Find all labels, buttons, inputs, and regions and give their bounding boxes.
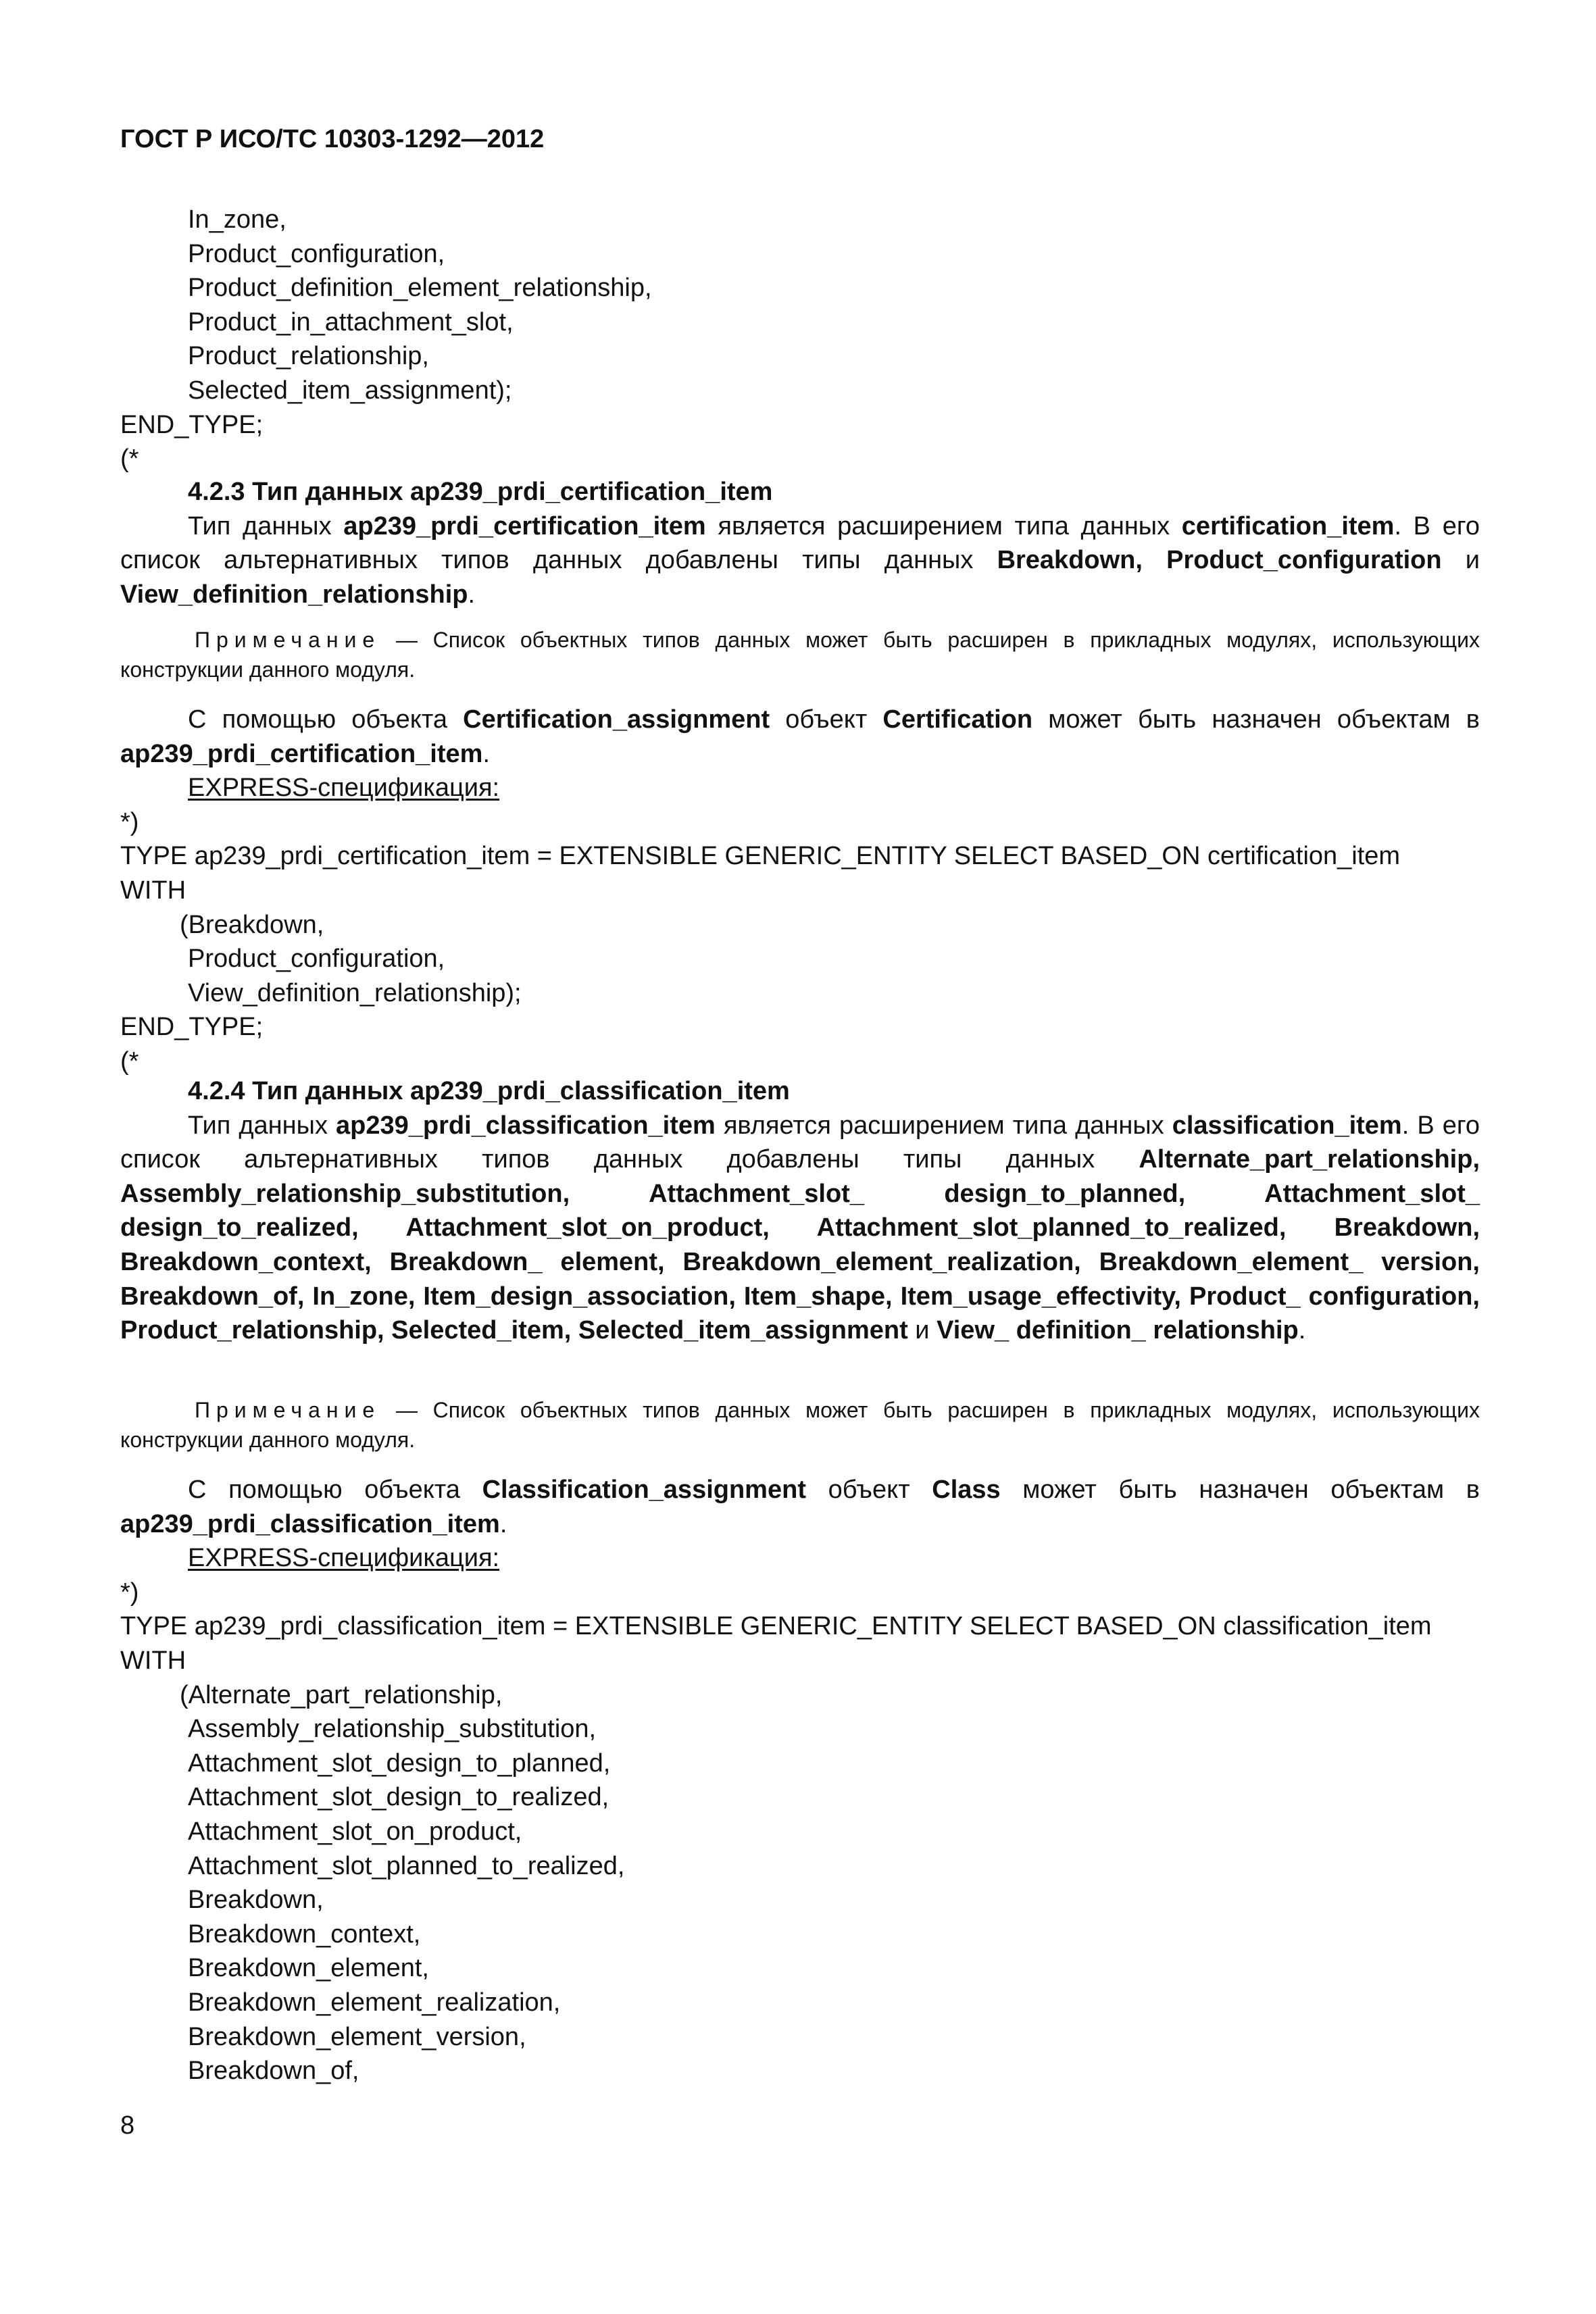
code-line: Product_configuration,	[188, 945, 445, 974]
paragraph: Тип данных ap239_prdi_classification_item является расширением типа данных classification_item. В его список альтернативных типов данных добавлены типы данных Alternate_part_relationship, Assembly_relationship_substitution, Attachment_slot_ design_to_planned, Attachment_slot_ design_to_realized, Attachment_slot_on_product, Attachment_slot_planned_to_realized, Breakdown, Breakdown_context, Breakdown_ element, Breakdown_element_realization, Breakdown_element_ version, Breakdown_of, In_zone, Item_design_association, Item_shape, Item_usage_effectivity, Product_ configuration, Product_relationship, Selected_item, Selected_item_assignment и View_ definition_ relationship.	[120, 1111, 1480, 1345]
code-line: Breakdown_element_version,	[188, 2022, 526, 2051]
paragraph: С помощью объекта Certification_assignment объект Certification может быть назначен объектам в ap239_prdi_certification_item.	[120, 705, 1480, 768]
code-block-continuation	[120, 203, 1480, 476]
code-line: Breakdown_element,	[188, 1954, 429, 1983]
comment-open: (*	[120, 1047, 139, 1076]
code-line-type: TYPE ap239_prdi_classification_item = EXTENSIBLE GENERIC_ENTITY SELECT BASED_ON classification_item	[120, 1612, 1432, 1641]
section-4-2-3-body	[120, 703, 1480, 1079]
section-heading: 4.2.4 Тип данных ap239_prdi_classification_item	[188, 1077, 790, 1105]
section-4-2-4-body	[120, 1473, 1480, 2088]
code-line: Product_configuration,	[188, 239, 445, 268]
code-line: View_definition_relationship);	[188, 978, 522, 1007]
code-line: (Breakdown,	[180, 910, 324, 939]
section-4-2-4	[120, 1074, 1480, 1348]
code-line: Attachment_slot_planned_to_realized,	[188, 1851, 625, 1880]
note-label: Примечание	[195, 628, 381, 652]
code-line: Selected_item_assignment);	[188, 376, 512, 405]
section-heading: 4.2.3 Тип данных ap239_prdi_certification_item	[188, 478, 773, 506]
note: Примечание — Список объектных типов данных может быть расширен в прикладных модулях, использующих конструкции данного модуля.	[120, 1398, 1480, 1452]
note-label: Примечание	[195, 1398, 381, 1422]
code-line: Product_definition_element_relationship,	[188, 274, 652, 303]
code-line: Breakdown_context,	[188, 1919, 421, 1948]
express-spec-label: EXPRESS-спецификация:	[188, 774, 500, 803]
section-4-2-3	[120, 475, 1480, 611]
code-line: Attachment_slot_design_to_planned,	[188, 1749, 611, 1778]
note-block	[120, 1395, 1480, 1455]
comment-close: *)	[120, 807, 139, 836]
document-header: ГОСТ Р ИСО/ТС 10303-1292—2012	[120, 125, 545, 153]
code-line: Product_in_attachment_slot,	[188, 307, 514, 336]
code-line-end-type: END_TYPE;	[120, 1013, 264, 1042]
paragraph: С помощью объекта Classification_assignment объект Class может быть назначен объектам в ap239_prdi_classification_item.	[120, 1476, 1480, 1538]
code-line-end-type: END_TYPE;	[120, 410, 264, 439]
code-line: Assembly_relationship_substitution,	[188, 1715, 597, 1744]
code-line: In_zone,	[188, 205, 286, 234]
code-line: Breakdown,	[188, 1886, 324, 1915]
comment-close: *)	[120, 1578, 139, 1607]
comment-open: (*	[120, 445, 139, 474]
code-line: Attachment_slot_design_to_realized,	[188, 1783, 609, 1812]
express-spec-label: EXPRESS-спецификация:	[188, 1544, 500, 1573]
code-line-with: WITH	[120, 1646, 186, 1675]
note: Примечание — Список объектных типов данных может быть расширен в прикладных модулях, использующих конструкции данного модуля.	[120, 628, 1480, 682]
note-block	[120, 625, 1480, 684]
code-line-type: TYPE ap239_prdi_certification_item = EXTENSIBLE GENERIC_ENTITY SELECT BASED_ON certification_item	[120, 842, 1401, 871]
code-line: Breakdown_of,	[188, 2057, 359, 2086]
code-line: Product_relationship,	[188, 342, 429, 371]
paragraph: Тип данных ap239_prdi_certification_item является расширением типа данных certification_item. В его список альтернативных типов данных добавлены типы данных Breakdown, Product_configuration и View_definition_relationship.	[120, 511, 1480, 609]
code-line-with: WITH	[120, 876, 186, 905]
code-line: Breakdown_element_realization,	[188, 1988, 561, 2017]
page-number: 8	[120, 2111, 135, 2140]
code-line: (Alternate_part_relationship,	[180, 1680, 503, 1709]
code-line: Attachment_slot_on_product,	[188, 1817, 522, 1846]
